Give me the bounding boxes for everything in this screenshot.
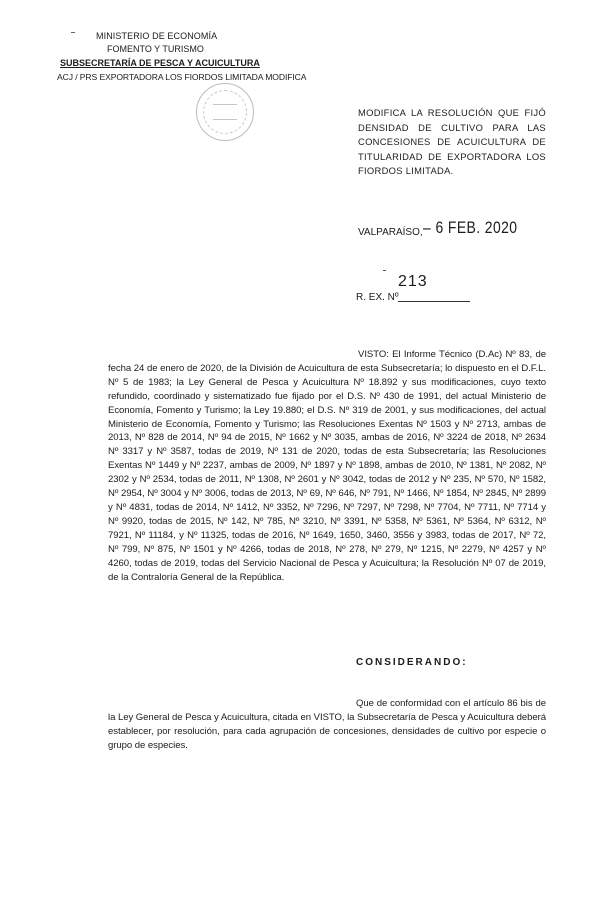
resolution-subject: MODIFICA LA RESOLUCIÓN QUE FIJÓ DENSIDAD DE CULTIVO PARA LAS CONCESIONES DE ACUICULTURA DE TITULARIDAD DE EXPORTADORA LOS FIORDOS LIMITADA.: [358, 107, 546, 176]
header-reference: ACJ / PRS EXPORTADORA LOS FIORDOS LIMITADA MODIFICA: [57, 72, 307, 82]
resolution-number-line: [398, 301, 470, 302]
header-ministry: MINISTERIO DE ECONOMÍA: [96, 31, 218, 41]
place-label: VALPARAÍSO,: [358, 227, 423, 238]
considerando-heading: CONSIDERANDO:: [356, 657, 468, 668]
header-fomento: FOMENTO Y TURISMO: [107, 44, 204, 54]
visto-paragraph: VISTO: El Informe Técnico (D.Ac) Nº 83, de fecha 24 de enero de 2020, de la División de Acuicultura de esta Subsecretaría; lo dispuesto en el D.F.L. Nº 5 de 1983; la Ley General de Pesca y Acuicultura Nº 18.892 y sus modificaciones, cuyo texto refundido, coordinado y sistematizado fue fijado por el D.S. Nº 430 de 1991, del actual Ministerio de Economía, Fomento y Turismo; la Ley 19.880; el D.S. Nº 319 de 2001, y sus modificaciones, del actual Ministerio de Economía, Fomento y Turismo; las Resoluciones Exentas Nº 1503 y Nº 2713, ambas de 2013, Nº 828 de 2014, Nº 94 de 2015, Nº 1662 y Nº 3035, ambas de 2016, Nº 3224 de 2018, Nº 2634 Nº 3317 y Nº 3587, todas de 2019, Nº 131 de 2020, todas de esta Subsecretaría; las Resoluciones Exentas Nº 1449 y Nº 2237, ambas de 2009, Nº 1897 y Nº 1898, ambas de 2010, Nº 1381, Nº 2082, Nº 2302 y Nº 2534, todas de 2011, Nº 1308, Nº 2601 y Nº 3042, todas de 2012 y Nº 235, Nº 570, Nº 1582, Nº 2954, Nº 3004 y Nº 3006, todas de 2013, Nº 69, Nº 646, Nº 791, Nº 1466, Nº 1854, Nº 2845, Nº 2899 y Nº 4831, todas de 2014, Nº 1412, Nº 3352, Nº 7296, Nº 7297, Nº 7298, Nº 7704, Nº 7711, Nº 7714 y Nº 9920, todas de 2015, Nº 142, Nº 785, Nº 3210, Nº 3391, Nº 5358, Nº 5361, Nº 5364, Nº 6312, Nº 7921, Nº 11184, y Nº 11325, todas de 2016, Nº 1649, 1650, 3460, 3556 y 3983, todas de 2017, Nº 72, Nº 799, Nº 875, Nº 1501 y Nº 4266, todas de 2018, Nº 278, Nº 279, Nº 1215, Nº 2279, Nº 4257 y Nº 4260, todas de 2019, todas del Servicio Nacional de Pesca y Acuicultura; la Resolución Nº 07 de 2019, de la Contraloría General de la República.: [108, 349, 546, 583]
seal-center-mark: [213, 104, 237, 120]
seal-stamp-icon: [196, 83, 254, 141]
scan-mark: [71, 32, 75, 33]
resolution-label: R. EX. Nº: [356, 292, 399, 303]
considerando-paragraph-1: Que de conformidad con el artículo 86 bis de la Ley General de Pesca y Acuicultura, citada en VISTO, la Subsecretaría de Pesca y Acuicultura deberá establecer, por resolución, para cada agrupación de concesiones, densidades de cultivo por especie o grupo de especies.: [108, 698, 546, 751]
date-stamp: – 6 FEB. 2020: [423, 218, 518, 237]
margin-mark: [68, 373, 72, 377]
header-subsecretaria: SUBSECRETARÍA DE PESCA Y ACUICULTURA: [60, 58, 260, 68]
number-dash: [383, 270, 386, 271]
resolution-number: 213: [398, 273, 428, 290]
